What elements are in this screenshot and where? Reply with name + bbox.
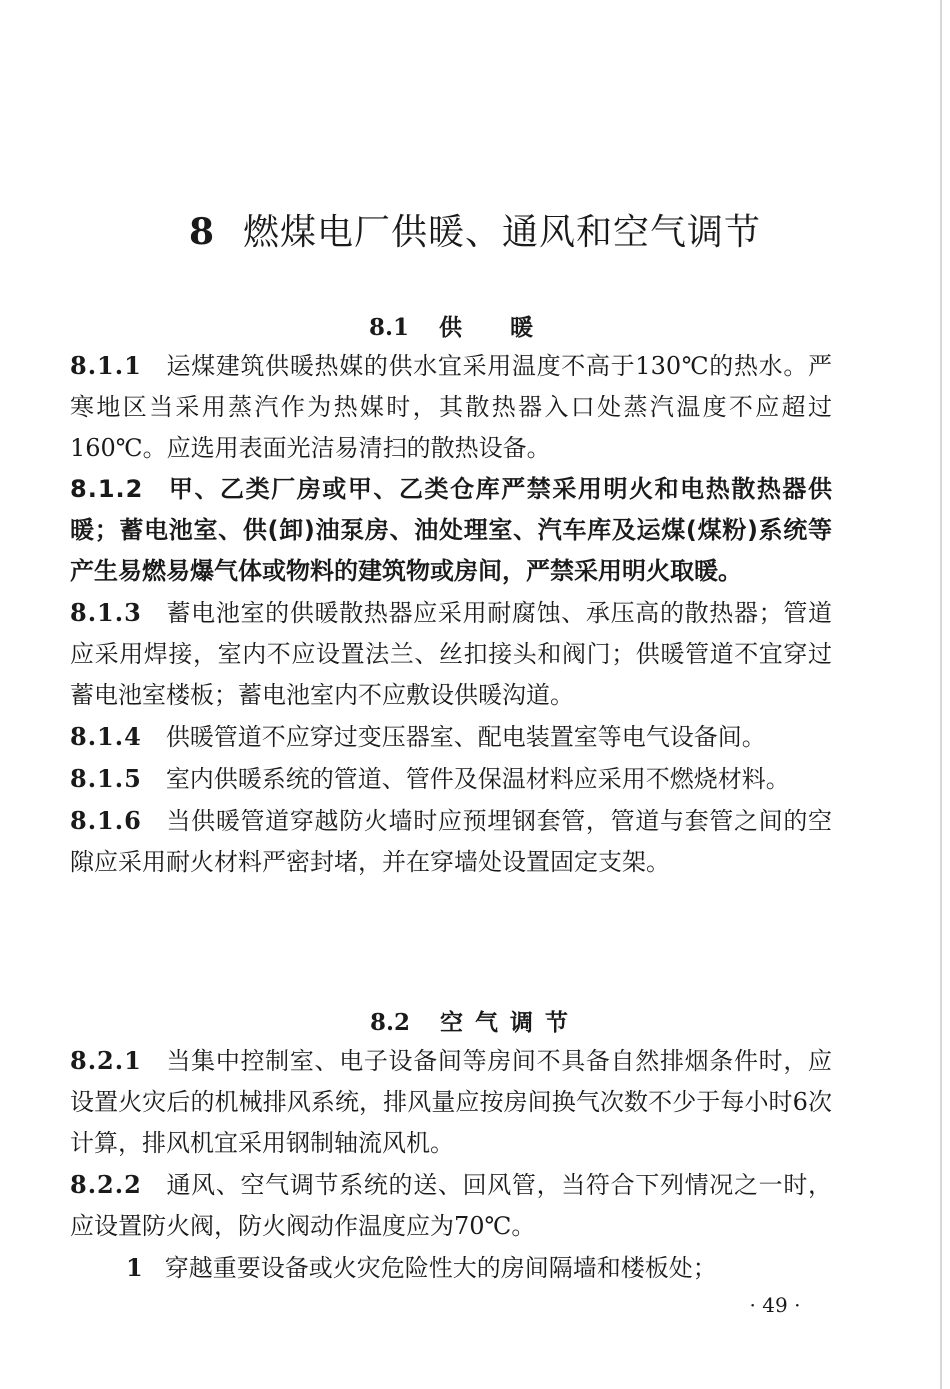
clause-text: 当供暖管道穿越防火墙时应预埋钢套管，管道与套管之间的空隙应采用耐火材料严密封堵，并在穿墙处设置固定支架。 xyxy=(70,807,832,876)
clause-text: 甲、乙类厂房或甲、乙类仓库严禁采用明火和电热散热器供暖；蓄电池室、供(卸)油泵房、油处理室、汽车库及运煤(煤粉)系统等产生易燃易爆气体或物料的建筑物或房间，严禁采用明火取暖。 xyxy=(70,475,832,585)
section-8-1-body xyxy=(70,345,832,883)
section-title-8-2 xyxy=(0,1004,950,1037)
item-number: 1 xyxy=(126,1253,143,1282)
clause-text: 蓄电池室的供暖散热器应采用耐腐蚀、承压高的散热器；管道应采用焊接，室内不应设置法兰、丝扣接头和阀门；供暖管道不宜穿过蓄电池室楼板；蓄电池室内不应敷设供暖沟道。 xyxy=(70,599,832,709)
section-number: 8.2 xyxy=(369,1009,410,1037)
chapter-title xyxy=(0,204,950,255)
clause-number: 8.1.2 xyxy=(70,475,144,503)
page-number: · 49 · xyxy=(749,1293,801,1317)
clause-text: 供暖管道不应穿过变压器室、配电装置室等电气设备间。 xyxy=(165,723,766,751)
section-name: 空气调节 xyxy=(440,1009,580,1037)
clause-number: 8.1.4 xyxy=(70,722,142,751)
clause-number: 8.1.1 xyxy=(70,351,142,380)
clause-8-2-1 xyxy=(70,1040,832,1164)
item-text: 穿越重要设备或火灾危险性大的房间隔墙和楼板处； xyxy=(164,1254,717,1282)
chapter-title-text: 燃煤电厂供暖、通风和空气调节 xyxy=(243,212,762,254)
list-item-1 xyxy=(70,1247,832,1289)
clause-8-1-4 xyxy=(70,716,832,758)
clause-8-1-2 xyxy=(70,469,832,592)
scan-edge-line xyxy=(940,0,942,1389)
clause-text: 通风、空气调节系统的送、回风管，当符合下列情况之一时，应设置防火阀，防火阀动作温度应为70℃。 xyxy=(70,1171,832,1240)
section-name: 供暖 xyxy=(439,314,581,342)
clause-text: 运煤建筑供暖热媒的供水宜采用温度不高于130℃的热水。严寒地区当采用蒸汽作为热媒时，其散热器入口处蒸汽温度不应超过160℃。应选用表面光洁易清扫的散热设备。 xyxy=(70,352,832,462)
clause-number: 8.1.6 xyxy=(70,806,142,835)
section-8-2-body xyxy=(70,1040,832,1289)
clause-8-2-2 xyxy=(70,1164,832,1247)
clause-8-1-6 xyxy=(70,800,832,883)
clause-8-1-3 xyxy=(70,592,832,716)
section-title-8-1 xyxy=(0,309,950,342)
clause-number: 8.2.1 xyxy=(70,1046,142,1075)
section-number: 8.1 xyxy=(368,314,409,342)
clause-number: 8.2.2 xyxy=(70,1170,142,1199)
clause-number: 8.1.5 xyxy=(70,764,142,793)
clause-8-1-1 xyxy=(70,345,832,469)
clause-text: 当集中控制室、电子设备间等房间不具备自然排烟条件时，应设置火灾后的机械排风系统，排风量应按房间换气次数不少于每小时6次计算，排风机宜采用钢制轴流风机。 xyxy=(70,1047,832,1157)
clause-number: 8.1.3 xyxy=(70,598,142,627)
chapter-number: 8 xyxy=(188,211,216,254)
clause-8-1-5 xyxy=(70,758,832,800)
clause-text: 室内供暖系统的管道、管件及保温材料应采用不燃烧材料。 xyxy=(165,765,790,793)
